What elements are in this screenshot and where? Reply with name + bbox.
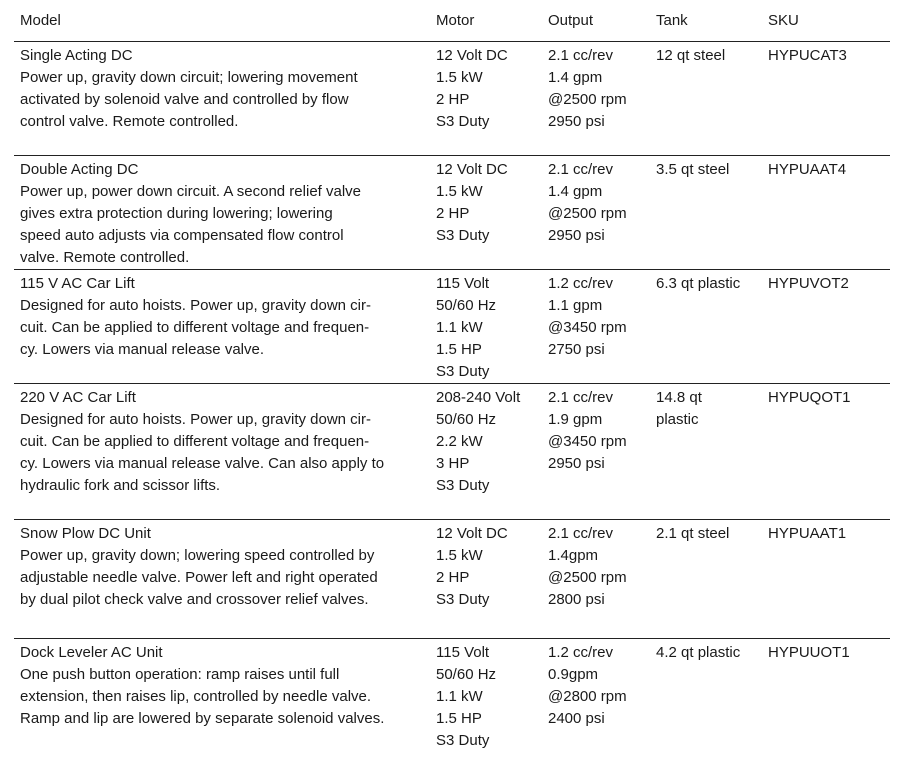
motor-text-line: 50/60 Hz	[436, 297, 497, 314]
cell-sku	[768, 159, 888, 181]
output-text-line: 1.2 cc/rev	[548, 644, 614, 661]
cell-motor	[436, 45, 546, 133]
row-divider	[14, 519, 890, 520]
model-text-line: activated by solenoid valve and controlled by flow	[20, 91, 349, 108]
motor-text-line: 115 Volt	[436, 275, 490, 292]
cell-tank	[656, 45, 766, 67]
output-text-line: @2500 rpm	[548, 205, 627, 222]
cell-tank	[656, 273, 766, 295]
row-divider	[14, 383, 890, 384]
cell-motor	[436, 642, 546, 752]
model-text-line: Single Acting DC	[20, 47, 133, 64]
output-text-line: 2.1 cc/rev	[548, 389, 614, 406]
cell-output	[548, 159, 652, 247]
cell-tank	[656, 523, 766, 545]
cell-sku	[768, 387, 888, 409]
motor-text-line: S3 Duty	[436, 113, 490, 130]
output-text-line: @2800 rpm	[548, 688, 627, 705]
motor-text-line: 1.1 kW	[436, 319, 483, 336]
model-text-line: Ramp and lip are lowered by separate solenoid valves.	[20, 710, 385, 727]
motor-text-line: 50/60 Hz	[436, 411, 497, 428]
row-divider	[14, 155, 890, 156]
output-text-line: 1.1 gpm	[548, 297, 603, 314]
motor-text-line: 1.5 HP	[436, 341, 482, 358]
cell-tank	[656, 387, 766, 431]
output-text-line: 1.2 cc/rev	[548, 275, 614, 292]
model-text-line: cy. Lowers via manual release valve. Can also apply to	[20, 455, 385, 472]
cell-tank	[656, 642, 766, 664]
tank-text-line: plastic	[656, 411, 699, 428]
sku-text-line: HYPUAAT4	[768, 161, 847, 178]
output-text-line: 2400 psi	[548, 710, 605, 727]
row-divider	[14, 41, 890, 42]
row-divider	[14, 269, 890, 270]
model-text-line: 115 V AC Car Lift	[20, 275, 135, 292]
motor-text-line: S3 Duty	[436, 363, 490, 380]
cell-motor	[436, 387, 546, 497]
sku-text-line: HYPUVOT2	[768, 275, 849, 292]
cell-motor	[436, 159, 546, 247]
output-text-line: 2.1 cc/rev	[548, 525, 614, 542]
model-text-line: Double Acting DC	[20, 161, 139, 178]
cell-sku	[768, 523, 888, 545]
model-text-line: Snow Plow DC Unit	[20, 525, 151, 542]
motor-text-line: S3 Duty	[436, 477, 490, 494]
model-text-line: Power up, power down circuit. A second relief valve	[20, 183, 362, 200]
model-text-line: Designed for auto hoists. Power up, gravity down cir-	[20, 411, 371, 428]
cell-motor	[436, 273, 546, 383]
header-motor: Motor	[436, 12, 475, 29]
motor-text-line: 1.5 kW	[436, 547, 483, 564]
motor-text-line: 115 Volt	[436, 644, 490, 661]
motor-text-line: 2 HP	[436, 91, 470, 108]
output-text-line: 1.4 gpm	[548, 69, 603, 86]
tank-text-line: 2.1 qt steel	[656, 525, 730, 542]
motor-text-line: 50/60 Hz	[436, 666, 497, 683]
output-text-line: @2500 rpm	[548, 91, 627, 108]
cell-model	[20, 642, 430, 730]
output-text-line: @3450 rpm	[548, 319, 627, 336]
sku-text-line: HYPUCAT3	[768, 47, 847, 64]
model-text-line: cuit. Can be applied to different voltage and frequen-	[20, 319, 370, 336]
model-text-line: Power up, gravity down circuit; lowering movement	[20, 69, 358, 86]
model-text-line: hydraulic fork and scissor lifts.	[20, 477, 221, 494]
cell-model	[20, 159, 430, 269]
model-text-line: Dock Leveler AC Unit	[20, 644, 163, 661]
cell-model	[20, 387, 430, 497]
motor-text-line: 1.5 kW	[436, 183, 483, 200]
model-text-line: gives extra protection during lowering; lowering	[20, 205, 333, 222]
cell-model	[20, 45, 430, 133]
header-sku: SKU	[768, 12, 799, 29]
cell-sku	[768, 642, 888, 664]
cell-model	[20, 523, 430, 611]
tank-text-line: 14.8 qt	[656, 389, 702, 406]
output-text-line: 1.4gpm	[548, 547, 599, 564]
motor-text-line: 12 Volt DC	[436, 47, 508, 64]
cell-output	[548, 45, 652, 133]
model-text-line: Designed for auto hoists. Power up, gravity down cir-	[20, 297, 371, 314]
cell-model	[20, 273, 430, 361]
row-divider	[14, 638, 890, 639]
model-text-line: by dual pilot check valve and crossover relief valves.	[20, 591, 369, 608]
output-text-line: 2950 psi	[548, 227, 605, 244]
output-text-line: 1.9 gpm	[548, 411, 603, 428]
cell-output	[548, 387, 652, 475]
output-text-line: @3450 rpm	[548, 433, 627, 450]
motor-text-line: 2 HP	[436, 569, 470, 586]
cell-sku	[768, 45, 888, 67]
motor-text-line: S3 Duty	[436, 732, 490, 749]
model-text-line: Power up, gravity down; lowering speed controlled by	[20, 547, 375, 564]
header-tank: Tank	[656, 12, 688, 29]
output-text-line: 2750 psi	[548, 341, 605, 358]
tank-text-line: 12 qt steel	[656, 47, 726, 64]
model-text-line: adjustable needle valve. Power left and right operated	[20, 569, 378, 586]
motor-text-line: 2 HP	[436, 205, 470, 222]
model-text-line: cuit. Can be applied to different voltage and frequen-	[20, 433, 370, 450]
model-text-line: cy. Lowers via manual release valve.	[20, 341, 264, 358]
motor-text-line: 12 Volt DC	[436, 161, 508, 178]
model-text-line: 220 V AC Car Lift	[20, 389, 136, 406]
output-text-line: 2950 psi	[548, 455, 605, 472]
output-text-line: 2950 psi	[548, 113, 605, 130]
cell-output	[548, 642, 652, 730]
motor-text-line: 1.5 kW	[436, 69, 483, 86]
motor-text-line: 1.5 HP	[436, 710, 482, 727]
cell-output	[548, 523, 652, 611]
motor-text-line: 1.1 kW	[436, 688, 483, 705]
output-text-line: 1.4 gpm	[548, 183, 603, 200]
header-output: Output	[548, 12, 594, 29]
tank-text-line: 6.3 qt plastic	[656, 275, 741, 292]
model-text-line: valve. Remote controlled.	[20, 249, 190, 266]
cell-sku	[768, 273, 888, 295]
output-text-line: 2.1 cc/rev	[548, 161, 614, 178]
model-text-line: One push button operation: ramp raises until full	[20, 666, 340, 683]
model-text-line: control valve. Remote controlled.	[20, 113, 239, 130]
output-text-line: @2500 rpm	[548, 569, 627, 586]
sku-text-line: HYPUQOT1	[768, 389, 851, 406]
sku-text-line: HYPUUOT1	[768, 644, 850, 661]
motor-text-line: S3 Duty	[436, 227, 490, 244]
motor-text-line: 3 HP	[436, 455, 470, 472]
model-text-line: speed auto adjusts via compensated flow control	[20, 227, 344, 244]
tank-text-line: 4.2 qt plastic	[656, 644, 741, 661]
motor-text-line: 12 Volt DC	[436, 525, 508, 542]
motor-text-line: 2.2 kW	[436, 433, 483, 450]
output-text-line: 2.1 cc/rev	[548, 47, 614, 64]
model-text-line: extension, then raises lip, controlled by needle valve.	[20, 688, 372, 705]
cell-tank	[656, 159, 766, 181]
motor-text-line: S3 Duty	[436, 591, 490, 608]
motor-text-line: 208-240 Volt	[436, 389, 521, 406]
sku-text-line: HYPUAAT1	[768, 525, 847, 542]
header-model: Model	[20, 12, 61, 29]
output-text-line: 0.9gpm	[548, 666, 599, 683]
tank-text-line: 3.5 qt steel	[656, 161, 730, 178]
cell-output	[548, 273, 652, 361]
cell-motor	[436, 523, 546, 611]
output-text-line: 2800 psi	[548, 591, 605, 608]
